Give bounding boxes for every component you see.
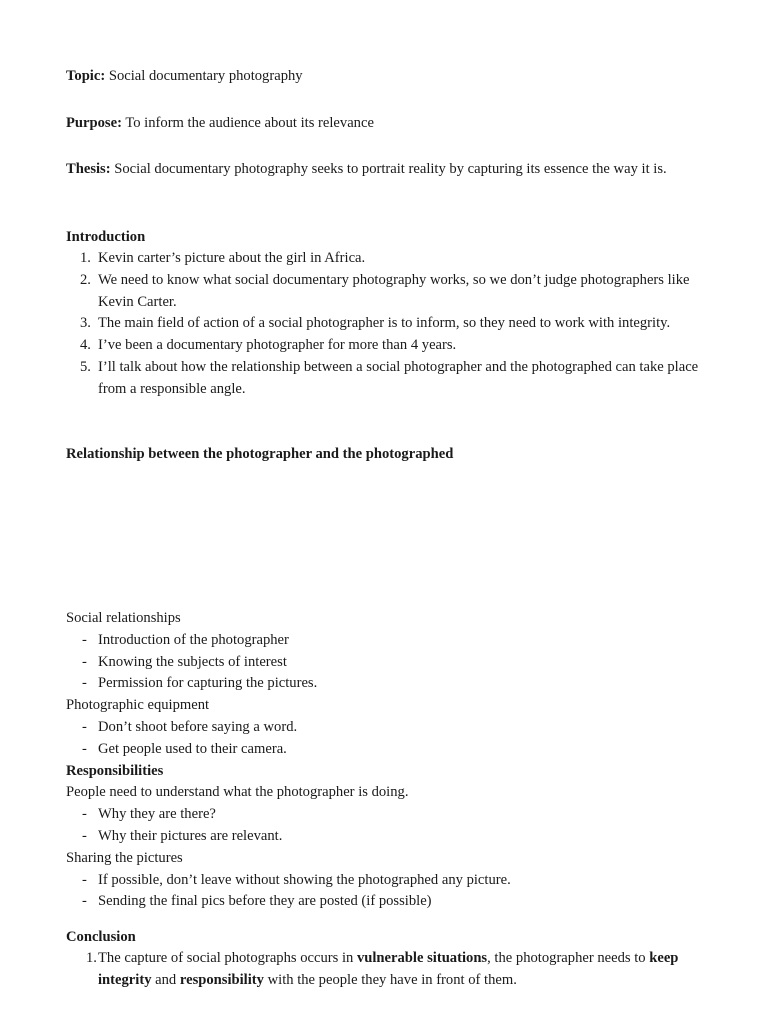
topic-label: Topic: (66, 68, 106, 84)
bullet-dash: - (82, 893, 87, 910)
list-item (66, 313, 702, 335)
bullet-dash: - (82, 827, 87, 844)
list-item (66, 826, 702, 848)
item-number: 4. (80, 337, 91, 354)
list-item (66, 948, 702, 992)
purpose-value: To inform the audience about its relevance (125, 115, 374, 131)
item-text: Sending the final pics before they are posted (if possible) (98, 893, 432, 910)
conclusion-heading: Conclusion (66, 929, 136, 945)
item-text: Knowing the subjects of interest (98, 653, 287, 670)
item-number: 1. (86, 950, 97, 966)
item-text: I’ve been a documentary photographer for more than 4 years. (98, 337, 457, 354)
item-text: If possible, don’t leave without showing the photographed any picture. (98, 871, 511, 888)
conclusion-text-1: The capture of social photographs occurs in (98, 950, 357, 966)
conclusion-bold-1: vulnerable situations (356, 950, 488, 966)
item-text: I’ll talk about how the relationship between a social photographer and the photographed can take place from a responsible angle. (98, 358, 699, 397)
item-number: 2. (80, 271, 91, 288)
conclusion-text-2: , the photographer needs to (487, 950, 650, 966)
responsibilities-heading: Responsibilities (66, 762, 164, 779)
item-text: The main field of action of a social photographer is to inform, so they need to work with integrity. (98, 315, 671, 332)
bullet-dash: - (82, 675, 87, 692)
list-item (66, 891, 702, 913)
list-item (66, 739, 702, 761)
bullet-dash: - (82, 806, 87, 823)
responsibilities-intro: People need to understand what the photographer is doing. (66, 784, 409, 801)
thesis-line (66, 158, 702, 180)
relationship-heading: Relationship between the photographer and the photographed (66, 446, 454, 462)
list-item (66, 804, 702, 826)
item-text: Why they are there? (98, 806, 216, 823)
item-text: Kevin carter’s picture about the girl in Africa. (98, 250, 366, 266)
conclusion-text-4: with the people they have in front of them. (263, 971, 517, 988)
conclusion-bold-2: keep integrity (98, 950, 679, 988)
item-number: 5. (80, 358, 91, 375)
item-number: 3. (80, 315, 91, 332)
bullet-dash: - (82, 653, 87, 670)
topic-value: Social documentary photography (108, 68, 303, 84)
conclusion-bold-3: responsibility (179, 971, 264, 988)
list-item (66, 717, 702, 739)
item-text: We need to know what social documentary photography works, so we don’t judge photographers like Kevin Carter. (98, 271, 690, 310)
topic-line (66, 65, 702, 87)
equipment-heading: Photographic equipment (66, 697, 210, 714)
conclusion-section (66, 926, 702, 992)
list-item (66, 335, 702, 357)
social-relationships-heading: Social relationships (66, 610, 181, 626)
list-item (66, 652, 702, 674)
list-item (66, 248, 702, 270)
bullet-dash: - (82, 631, 87, 648)
list-item (66, 673, 702, 695)
item-number: 1. (80, 250, 91, 266)
relationship-heading-line (66, 443, 702, 465)
list-item (66, 630, 702, 652)
bullet-dash: - (82, 871, 87, 888)
item-text: Why their pictures are relevant. (98, 827, 283, 844)
item-text: Don’t shoot before saying a word. (98, 718, 298, 735)
item-text: Get people used to their camera. (98, 740, 287, 757)
conclusion-text-3: and (151, 971, 180, 988)
bullet-dash: - (82, 740, 87, 757)
introduction-section (66, 226, 702, 401)
introduction-heading: Introduction (66, 229, 146, 245)
sharing-heading: Sharing the pictures (66, 849, 183, 866)
item-text: Introduction of the photographer (98, 631, 289, 648)
list-item (66, 357, 702, 401)
bullet-dash: - (82, 718, 87, 735)
list-item (66, 270, 702, 314)
item-text: Permission for capturing the pictures. (98, 675, 318, 692)
purpose-line (66, 112, 702, 134)
list-item (66, 870, 702, 892)
purpose-label: Purpose: (66, 115, 122, 131)
thesis-label: Thesis: (66, 161, 111, 177)
body-outline (66, 608, 702, 913)
thesis-value: Social documentary photography seeks to portrait reality by capturing its essence the way it is. (114, 161, 667, 177)
